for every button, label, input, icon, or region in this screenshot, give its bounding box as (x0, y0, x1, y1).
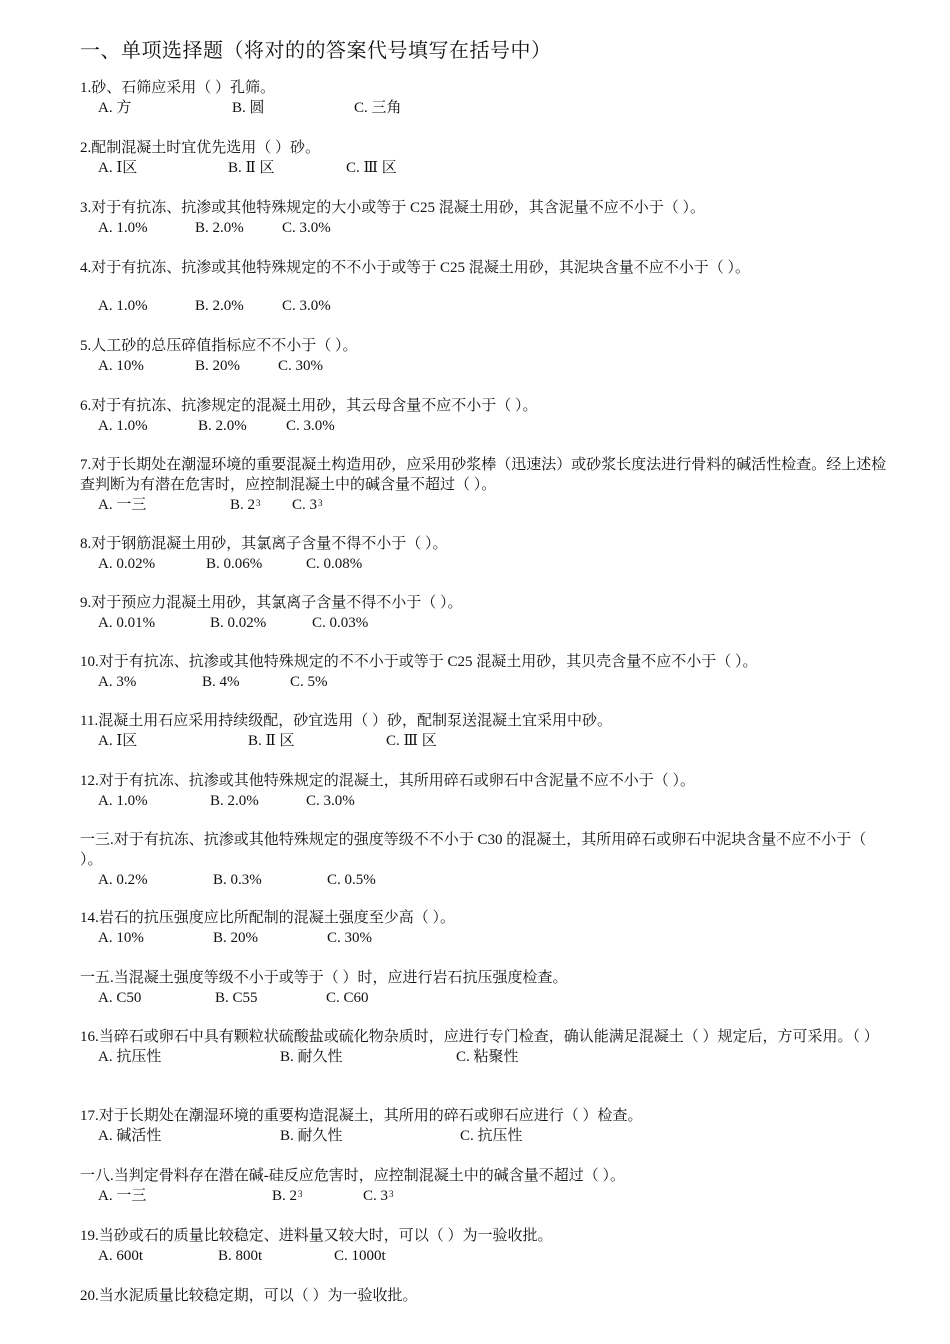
answer-option (98, 158, 137, 178)
answer-option (327, 928, 372, 948)
answer-option (213, 870, 262, 890)
option-row (80, 1047, 890, 1067)
question-item (80, 652, 890, 692)
answer-option (98, 988, 141, 1008)
answer-option (346, 158, 397, 178)
answer-option-text: A. 3% (98, 674, 137, 690)
answer-option-text: A. 600t (98, 1248, 143, 1264)
answer-option (195, 296, 244, 316)
answer-option-text: A. Ⅰ区 (98, 160, 138, 176)
answer-option (98, 928, 144, 948)
option-row (80, 791, 890, 811)
answer-option (195, 356, 240, 376)
answer-option-text: C. 三角 (354, 100, 402, 116)
answer-option (210, 613, 266, 633)
answer-option (213, 928, 258, 948)
answer-option-text: A. 10% (98, 930, 144, 946)
option-row (80, 218, 890, 238)
superscript: 3 (256, 498, 261, 508)
answer-option-text: B. 2 (272, 1188, 298, 1204)
answer-option-text: B. 2.0% (195, 298, 244, 314)
answer-option (272, 1186, 303, 1206)
answer-option (230, 495, 261, 515)
answer-option (198, 416, 247, 436)
answer-option-text: C. 3 (292, 497, 318, 513)
answer-option-text: C. 粘聚性 (456, 1049, 519, 1065)
answer-option-text: B. 0.06% (206, 556, 263, 572)
answer-option (334, 1246, 386, 1266)
answer-option (98, 613, 155, 633)
answer-option (210, 791, 259, 811)
question-stem: 19.当砂或石的质量比较稳定、进料量又较大时，可以（ ）为一验收批。 (80, 1228, 553, 1244)
answer-option (98, 296, 148, 316)
question-stem: 1.砂、石筛应采用（ ）孔筛。 (80, 80, 276, 96)
answer-option-text: B. C55 (215, 990, 258, 1006)
superscript: 3 (318, 498, 323, 508)
option-row (80, 1186, 890, 1206)
answer-option-text: C. 3.0% (286, 418, 335, 434)
question-stem: 12.对于有抗冻、抗渗或其他特殊规定的混凝土，其所用碎石或卵石中含泥量不应不小于（ ）。 (80, 773, 696, 789)
answer-option-text: A. 碱活性 (98, 1128, 162, 1144)
question-item (80, 1166, 890, 1206)
question-item (80, 78, 890, 118)
question-item (80, 198, 890, 238)
answer-option-text: B. 圆 (232, 100, 265, 116)
answer-option-text: C. 0.5% (327, 872, 376, 888)
question-stem: 16.当碎石或卵石中具有颗粒状硫酸盐或硫化物杂质时，应进行专门检查，确认能满足混凝土（ ）规定后，方可采用。（ ） (80, 1029, 879, 1045)
question-item (80, 396, 890, 436)
answer-option (327, 870, 376, 890)
answer-option-text: B. 耐久性 (280, 1049, 343, 1065)
question-item (80, 908, 890, 948)
answer-option (98, 495, 146, 515)
answer-option-text: C. 3.0% (282, 220, 331, 236)
question-stem: 4.对于有抗冻、抗渗或其他特殊规定的不不小于或等于 C25 混凝土用砂，其泥块含量不应不小于（ ）。 (80, 260, 751, 276)
question-stem: 20.当水泥质量比较稳定期，可以（ ）为一验收批。 (80, 1288, 418, 1304)
answer-option (202, 672, 240, 692)
question-stem: 11.混凝土用石应采用持续级配，砂宜选用（ ）砂，配制泵送混凝土宜采用中砂。 (80, 713, 612, 729)
answer-option (312, 613, 368, 633)
question-item (80, 534, 890, 574)
answer-option-text: B. 2.0% (210, 793, 259, 809)
answer-option (326, 988, 369, 1008)
option-row (80, 928, 890, 948)
question-item (80, 1027, 890, 1067)
question-item (80, 1106, 890, 1146)
answer-option-text: A. Ⅰ区 (98, 733, 138, 749)
answer-option-text: A. 1.0% (98, 418, 148, 434)
answer-option-text: C. 5% (290, 674, 328, 690)
answer-option-text: C. 抗压性 (460, 1128, 523, 1144)
answer-option-text: B. Ⅱ 区 (248, 733, 295, 749)
question-item (80, 258, 890, 316)
answer-option (215, 988, 258, 1008)
answer-option (98, 98, 131, 118)
answer-option (280, 1126, 343, 1146)
answer-option-text: B. 0.3% (213, 872, 262, 888)
option-row (80, 356, 890, 376)
question-item (80, 1286, 890, 1306)
answer-option (98, 1186, 146, 1206)
answer-option (248, 731, 294, 751)
question-stem: 一五.当混凝土强度等级不小于或等于（ ）时，应进行岩石抗压强度检查。 (80, 970, 568, 986)
answer-option (98, 356, 144, 376)
question-item (80, 830, 890, 890)
answer-option-text: B. 0.02% (210, 615, 267, 631)
option-row (80, 98, 890, 118)
answer-option (306, 554, 362, 574)
answer-option-text: C. 3.0% (306, 793, 355, 809)
answer-option-text: A. 0.01% (98, 615, 156, 631)
answer-option (218, 1246, 262, 1266)
question-item (80, 336, 890, 376)
option-row (80, 731, 890, 751)
option-row (80, 416, 890, 436)
option-row (80, 870, 890, 890)
answer-option (456, 1047, 519, 1067)
answer-option (386, 731, 437, 751)
answer-option (98, 1126, 161, 1146)
answer-option (98, 416, 148, 436)
answer-option (98, 672, 136, 692)
question-stem: 5.人工砂的总压碎值指标应不不小于（ ）。 (80, 338, 358, 354)
answer-option (98, 1246, 143, 1266)
answer-option-text: B. 耐久性 (280, 1128, 343, 1144)
answer-option-text: A. C50 (98, 990, 142, 1006)
answer-option-text: A. 1.0% (98, 793, 148, 809)
question-item (80, 968, 890, 1008)
answer-option-text: B. 2 (230, 497, 256, 513)
answer-option (232, 98, 265, 118)
answer-option-text: A. 0.02% (98, 556, 156, 572)
question-item (80, 1226, 890, 1266)
question-item (80, 711, 890, 751)
answer-option (354, 98, 402, 118)
superscript: 3 (389, 1189, 394, 1199)
question-stem: 17.对于长期处在潮湿环境的重要构造混凝土，其所用的碎石或卵石应进行（ ）检查。 (80, 1108, 643, 1124)
answer-option-text: B. 2.0% (198, 418, 247, 434)
option-row (80, 1246, 890, 1266)
answer-option (290, 672, 328, 692)
answer-option-text: C. 0.08% (306, 556, 363, 572)
answer-option (292, 495, 323, 515)
answer-option-text: B. 20% (195, 358, 240, 374)
question-stem: 3.对于有抗冻、抗渗或其他特殊规定的大小或等于 C25 混凝土用砂，其含泥量不应不小于（ ）。 (80, 200, 706, 216)
answer-option (363, 1186, 394, 1206)
option-row (80, 613, 890, 633)
answer-option (98, 791, 148, 811)
answer-option-text: A. 一三 (98, 1188, 147, 1204)
question-stem: 6.对于有抗冻、抗渗规定的混凝土用砂，其云母含量不应不小于（ ）。 (80, 398, 538, 414)
option-row (80, 1126, 890, 1146)
answer-option-text: A. 一三 (98, 497, 147, 513)
answer-option (306, 791, 355, 811)
answer-option-text: C. 3.0% (282, 298, 331, 314)
answer-option-text: C. 1000t (334, 1248, 386, 1264)
answer-option-text: C. C60 (326, 990, 369, 1006)
answer-option-text: A. 1.0% (98, 298, 148, 314)
question-stem: 2.配制混凝土时宜优先选用（ ）砂。 (80, 140, 321, 156)
answer-option-text: A. 10% (98, 358, 144, 374)
question-item (80, 138, 890, 178)
option-row (80, 495, 890, 515)
answer-option (282, 218, 331, 238)
answer-option (280, 1047, 343, 1067)
answer-option (98, 218, 148, 238)
option-row (80, 554, 890, 574)
question-stem: 7.对于长期处在潮湿环境的重要混凝土构造用砂，应采用砂浆棒（迅速法）或砂浆长度法进行骨料的碱活性检查。经上述检查判断为有潜在危害时，应控制混凝土中的碱含量不超过（ ）。 (80, 457, 887, 493)
answer-option-text: B. 4% (202, 674, 240, 690)
superscript: 3 (298, 1189, 303, 1199)
question-item (80, 455, 890, 515)
answer-option (206, 554, 262, 574)
answer-option (460, 1126, 523, 1146)
question-stem: 一八.当判定骨料存在潜在碱-硅反应危害时，应控制混凝土中的碱含量不超过（ ）。 (80, 1168, 625, 1184)
section-heading: 一、单项选择题（将对的的答案代号填写在括号中） (80, 38, 552, 62)
option-row (80, 158, 890, 178)
question-stem: 10.对于有抗冻、抗渗或其他特殊规定的不不小于或等于 C25 混凝土用砂，其贝壳含量不应不小于（ ）。 (80, 654, 758, 670)
question-item (80, 771, 890, 811)
answer-option (195, 218, 244, 238)
answer-option (98, 870, 148, 890)
question-stem: 一三.对于有抗冻、抗渗或其他特殊规定的强度等级不不小于 C30 的混凝土，其所用碎石或卵石中泥块含量不应不小于（ ）。 (80, 832, 867, 868)
answer-option-text: C. 30% (278, 358, 323, 374)
answer-option (278, 356, 323, 376)
answer-option-text: B. Ⅱ 区 (228, 160, 275, 176)
answer-option (98, 554, 155, 574)
answer-option (98, 731, 137, 751)
answer-option-text: B. 20% (213, 930, 258, 946)
answer-option-text: B. 800t (218, 1248, 263, 1264)
option-row (80, 988, 890, 1008)
answer-option-text: A. 抗压性 (98, 1049, 162, 1065)
answer-option (98, 1047, 161, 1067)
question-stem: 8.对于钢筋混凝土用砂，其氯离子含量不得不小于（ ）。 (80, 536, 448, 552)
answer-option-text: C. Ⅲ 区 (386, 733, 437, 749)
answer-option-text: A. 方 (98, 100, 132, 116)
option-row (80, 672, 890, 692)
question-stem: 14.岩石的抗压强度应比所配制的混凝土强度至少高（ ）。 (80, 910, 456, 926)
answer-option-text: C. 0.03% (312, 615, 369, 631)
answer-option-text: C. 3 (363, 1188, 389, 1204)
answer-option (228, 158, 274, 178)
answer-option-text: B. 2.0% (195, 220, 244, 236)
answer-option-text: C. 30% (327, 930, 372, 946)
answer-option-text: A. 1.0% (98, 220, 148, 236)
question-item (80, 593, 890, 633)
question-stem: 9.对于预应力混凝土用砂，其氯离子含量不得不小于（ ）。 (80, 595, 463, 611)
option-row (80, 296, 890, 316)
answer-option-text: A. 0.2% (98, 872, 148, 888)
answer-option-text: C. Ⅲ 区 (346, 160, 397, 176)
answer-option (286, 416, 335, 436)
answer-option (282, 296, 331, 316)
